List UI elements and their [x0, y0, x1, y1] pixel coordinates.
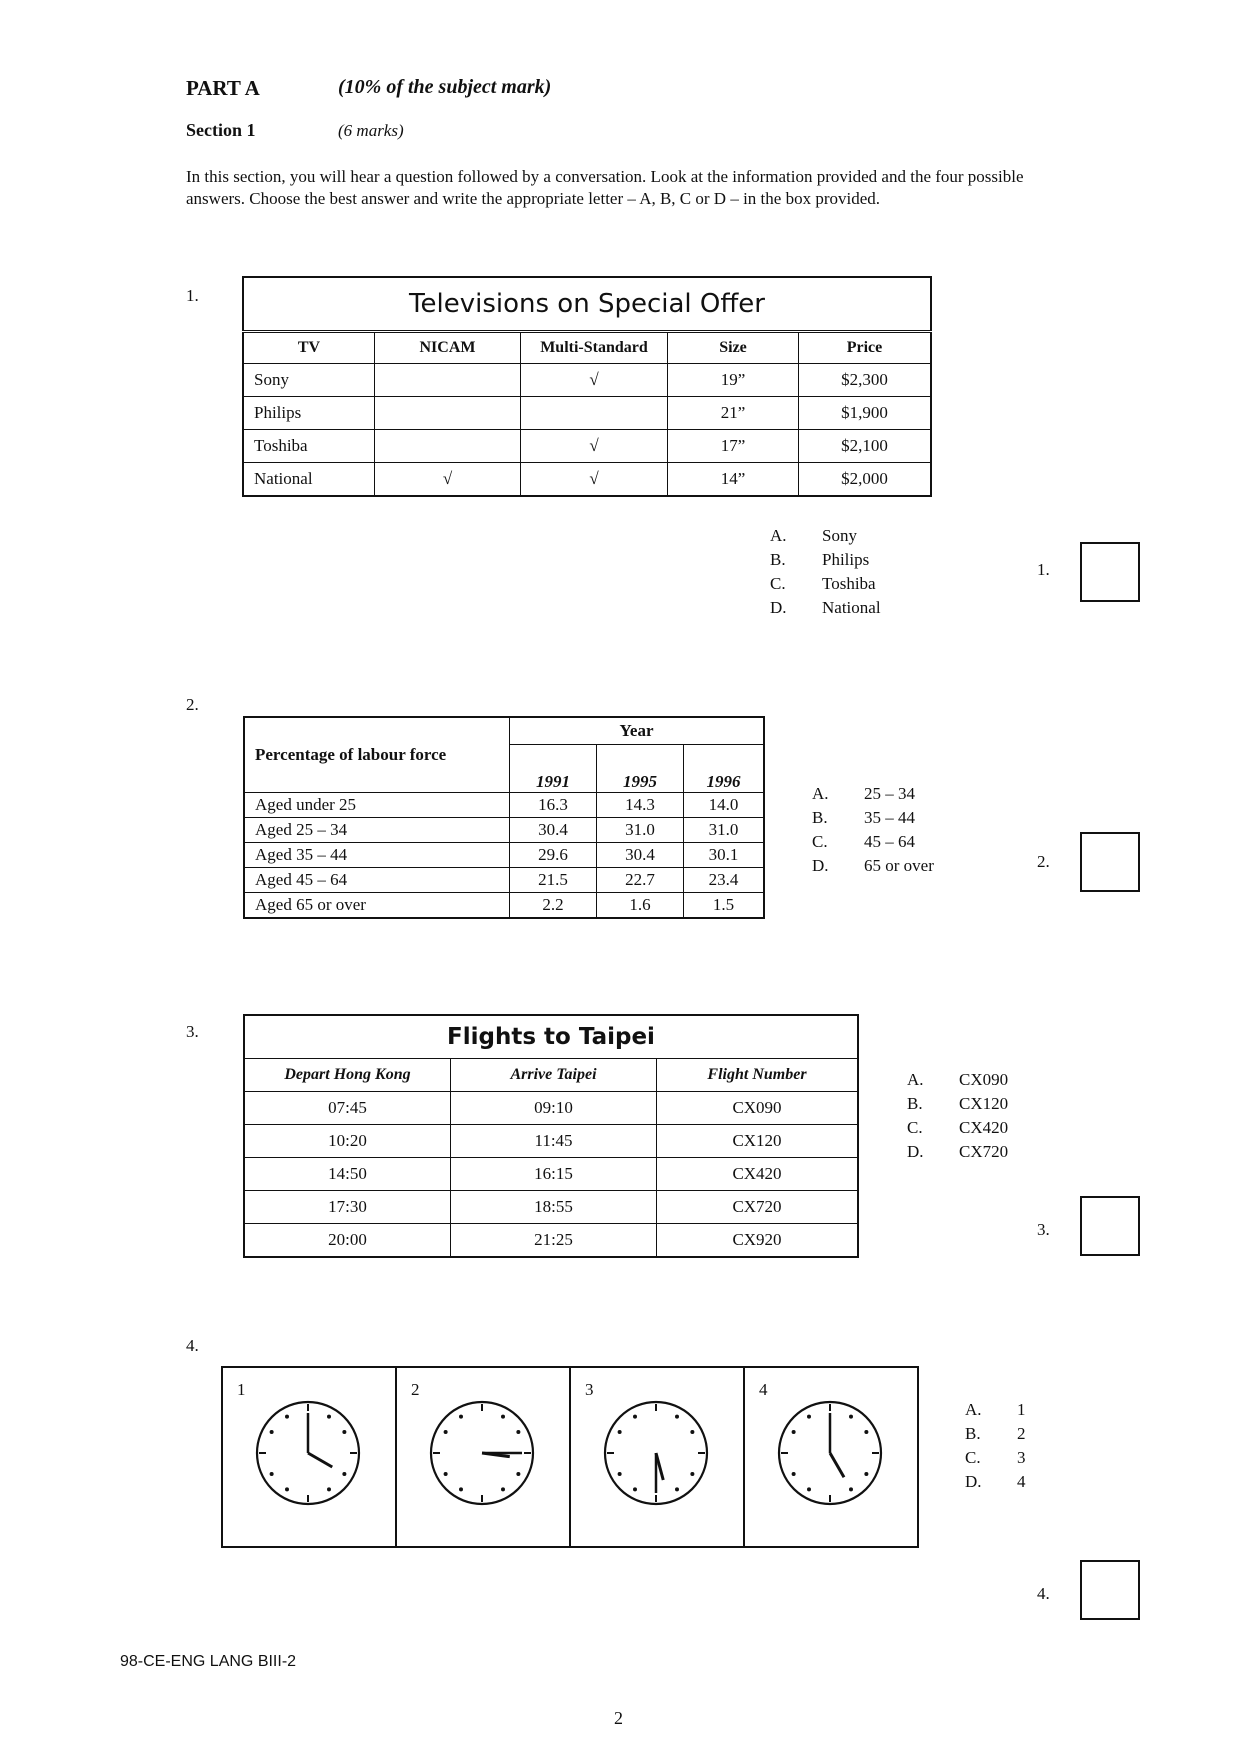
- option-text: 4: [1017, 1472, 1026, 1491]
- lf-cell: 31.0: [684, 818, 765, 843]
- clock-label: 3: [585, 1380, 594, 1399]
- lf-cell: 14.3: [597, 793, 684, 818]
- clock-tick: [516, 1430, 520, 1434]
- flight-cell: 10:20: [244, 1125, 451, 1158]
- option-letter: D.: [770, 598, 787, 617]
- tv-col-header: NICAM: [375, 332, 521, 364]
- option-text: CX120: [959, 1094, 1009, 1113]
- lf-cell: 1.6: [597, 893, 684, 919]
- option-letter: A.: [965, 1400, 982, 1419]
- option-text: CX720: [959, 1142, 1009, 1161]
- option-c: [812, 830, 934, 854]
- flight-cell: 09:10: [451, 1092, 657, 1125]
- clock-tick: [807, 1487, 811, 1491]
- clock-face-icon: [427, 1398, 537, 1508]
- clock-tick: [327, 1487, 331, 1491]
- clock-tick: [285, 1415, 289, 1419]
- tv-cell: $2,000: [799, 463, 932, 497]
- flight-col-header: Arrive Taipei: [451, 1059, 657, 1092]
- flight-cell: CX090: [657, 1092, 859, 1125]
- option-text: 45 – 64: [864, 832, 915, 851]
- q2-options: [812, 782, 934, 878]
- option-text: 35 – 44: [864, 808, 915, 827]
- tv-col-header: Size: [668, 332, 799, 364]
- clock-tick: [864, 1430, 868, 1434]
- option-text: 1: [1017, 1400, 1026, 1419]
- paper-code: 98-CE-ENG LANG BIII-2: [120, 1653, 297, 1670]
- option-text: National: [822, 598, 881, 617]
- q3-options: [907, 1068, 1008, 1164]
- flight-cell: 14:50: [244, 1158, 451, 1191]
- flight-col-header: Flight Number: [657, 1059, 859, 1092]
- labour-force-table: [243, 716, 765, 919]
- clock-tick: [501, 1415, 505, 1419]
- clock-cell: [397, 1368, 571, 1546]
- tv-cell: √: [521, 430, 668, 463]
- flight-cell: CX720: [657, 1191, 859, 1224]
- table-row: [244, 843, 764, 868]
- clock-tick: [516, 1472, 520, 1476]
- option-letter: C.: [965, 1448, 981, 1467]
- option-a: [907, 1068, 1008, 1092]
- clock-tick: [792, 1472, 796, 1476]
- answer-box-3[interactable]: [1080, 1196, 1140, 1256]
- answer-label-1: 1.: [1037, 560, 1050, 579]
- flight-cell: 20:00: [244, 1224, 451, 1258]
- clock-face-icon: [601, 1398, 711, 1508]
- tv-cell: [375, 397, 521, 430]
- lf-cell: Aged 25 – 34: [244, 818, 510, 843]
- clock-tick: [459, 1415, 463, 1419]
- table-row: [244, 818, 764, 843]
- answer-box-2[interactable]: [1080, 832, 1140, 892]
- option-d: [812, 854, 934, 878]
- lf-cell: Aged 35 – 44: [244, 843, 510, 868]
- option-text: Sony: [822, 526, 857, 545]
- tv-cell: 21”: [668, 397, 799, 430]
- option-a: [770, 524, 881, 548]
- option-a: [965, 1398, 1026, 1422]
- tv-table-title: Televisions on Special Offer: [243, 277, 931, 332]
- option-letter: B.: [965, 1424, 981, 1443]
- flight-cell: 17:30: [244, 1191, 451, 1224]
- tv-offer-table: [242, 276, 932, 497]
- clock-tick: [807, 1415, 811, 1419]
- option-c: [770, 572, 881, 596]
- option-letter: B.: [907, 1094, 923, 1113]
- flight-cell: 11:45: [451, 1125, 657, 1158]
- clock-tick: [618, 1430, 622, 1434]
- page-number: 2: [614, 1708, 623, 1728]
- table-row: [243, 463, 931, 497]
- lf-cell: 29.6: [510, 843, 597, 868]
- clock-tick: [444, 1430, 448, 1434]
- table-row: [244, 1158, 858, 1191]
- option-d: [770, 596, 881, 620]
- part-title: PART A: [186, 76, 260, 100]
- lf-cell: Aged 45 – 64: [244, 868, 510, 893]
- flight-cell: 21:25: [451, 1224, 657, 1258]
- tv-cell: [521, 397, 668, 430]
- labour-row-header: Percentage of labour force: [244, 717, 510, 793]
- option-a: [812, 782, 934, 806]
- hour-hand: [308, 1453, 332, 1467]
- clock-cell: [571, 1368, 745, 1546]
- clock-tick: [849, 1415, 853, 1419]
- answer-box-1[interactable]: [1080, 542, 1140, 602]
- lf-cell: 1.5: [684, 893, 765, 919]
- tv-cell: [375, 364, 521, 397]
- question-number-4: 4.: [186, 1336, 199, 1355]
- clock-tick: [675, 1415, 679, 1419]
- clock-tick: [501, 1487, 505, 1491]
- tv-cell: 17”: [668, 430, 799, 463]
- option-text: 25 – 34: [864, 784, 915, 803]
- lf-cell: 30.4: [597, 843, 684, 868]
- option-c: [907, 1116, 1008, 1140]
- table-row: [243, 397, 931, 430]
- lf-cell: 21.5: [510, 868, 597, 893]
- table-row: [244, 1092, 858, 1125]
- tv-cell: √: [521, 463, 668, 497]
- flights-table: [243, 1014, 859, 1258]
- table-row: [243, 364, 931, 397]
- question-number-1: 1.: [186, 286, 199, 305]
- option-letter: A.: [812, 784, 829, 803]
- tv-cell: Sony: [243, 364, 375, 397]
- tv-cell: $2,100: [799, 430, 932, 463]
- flight-cell: 07:45: [244, 1092, 451, 1125]
- option-letter: C.: [770, 574, 786, 593]
- option-text: 3: [1017, 1448, 1026, 1467]
- answer-label-3: 3.: [1037, 1220, 1050, 1239]
- option-text: Toshiba: [822, 574, 876, 593]
- option-letter: D.: [907, 1142, 924, 1161]
- tv-cell: √: [375, 463, 521, 497]
- clock-tick: [690, 1430, 694, 1434]
- clock-tick: [342, 1430, 346, 1434]
- clock-label: 1: [237, 1380, 246, 1399]
- clock-tick: [285, 1487, 289, 1491]
- section-marks-note: (6 marks): [338, 121, 404, 140]
- clock-tick: [690, 1472, 694, 1476]
- option-letter: B.: [812, 808, 828, 827]
- tv-cell: 14”: [668, 463, 799, 497]
- option-c: [965, 1446, 1026, 1470]
- clock-tick: [849, 1487, 853, 1491]
- year-group-header: Year: [510, 717, 765, 745]
- tv-cell: $2,300: [799, 364, 932, 397]
- option-letter: D.: [812, 856, 829, 875]
- option-text: CX090: [959, 1070, 1009, 1089]
- table-row: [244, 1125, 858, 1158]
- answer-label-4: 4.: [1037, 1584, 1050, 1603]
- tv-col-header: Price: [799, 332, 932, 364]
- q4-options: [965, 1398, 1026, 1494]
- lf-cell: 31.0: [597, 818, 684, 843]
- flight-cell: CX120: [657, 1125, 859, 1158]
- clock-tick: [618, 1472, 622, 1476]
- flight-cell: 16:15: [451, 1158, 657, 1191]
- tv-cell: [375, 430, 521, 463]
- option-letter: B.: [770, 550, 786, 569]
- option-letter: D.: [965, 1472, 982, 1491]
- year-header: 1996: [684, 745, 765, 793]
- clock-tick: [633, 1415, 637, 1419]
- option-text: 2: [1017, 1424, 1026, 1443]
- flight-col-header: Depart Hong Kong: [244, 1059, 451, 1092]
- year-header: 1995: [597, 745, 684, 793]
- tv-cell: Philips: [243, 397, 375, 430]
- clock-tick: [444, 1472, 448, 1476]
- clock-face-icon: [775, 1398, 885, 1508]
- year-header: 1991: [510, 745, 597, 793]
- lf-cell: 23.4: [684, 868, 765, 893]
- lf-cell: 30.4: [510, 818, 597, 843]
- tv-cell: National: [243, 463, 375, 497]
- question-number-2: 2.: [186, 695, 199, 714]
- table-row: [243, 430, 931, 463]
- flight-cell: 18:55: [451, 1191, 657, 1224]
- tv-cell: √: [521, 364, 668, 397]
- tv-cell: 19”: [668, 364, 799, 397]
- lf-cell: 14.0: [684, 793, 765, 818]
- table-row: [244, 1191, 858, 1224]
- lf-cell: 16.3: [510, 793, 597, 818]
- question-number-3: 3.: [186, 1022, 199, 1041]
- lf-cell: 22.7: [597, 868, 684, 893]
- tv-cell: Toshiba: [243, 430, 375, 463]
- table-row: [244, 893, 764, 919]
- clock-panel: [221, 1366, 919, 1548]
- clock-label: 4: [759, 1380, 768, 1399]
- table-row: [244, 868, 764, 893]
- clock-label: 2: [411, 1380, 420, 1399]
- tv-col-header: TV: [243, 332, 375, 364]
- table-row: [244, 793, 764, 818]
- tv-cell: $1,900: [799, 397, 932, 430]
- option-text: 65 or over: [864, 856, 934, 875]
- lf-cell: 2.2: [510, 893, 597, 919]
- option-text: CX420: [959, 1118, 1009, 1137]
- answer-box-4[interactable]: [1080, 1560, 1140, 1620]
- option-b: [907, 1092, 1008, 1116]
- option-letter: C.: [907, 1118, 923, 1137]
- option-b: [770, 548, 881, 572]
- clock-face-icon: [253, 1398, 363, 1508]
- clock-cell: [223, 1368, 397, 1546]
- option-letter: A.: [907, 1070, 924, 1089]
- lf-cell: Aged under 25: [244, 793, 510, 818]
- flights-table-title: Flights to Taipei: [244, 1015, 858, 1059]
- lf-cell: Aged 65 or over: [244, 893, 510, 919]
- table-row: [244, 1224, 858, 1258]
- option-d: [965, 1470, 1026, 1494]
- clock-tick: [342, 1472, 346, 1476]
- clock-tick: [270, 1430, 274, 1434]
- flight-cell: CX920: [657, 1224, 859, 1258]
- option-letter: C.: [812, 832, 828, 851]
- option-d: [907, 1140, 1008, 1164]
- clock-tick: [633, 1487, 637, 1491]
- section-title: Section 1: [186, 120, 256, 140]
- clock-tick: [864, 1472, 868, 1476]
- q1-options: [770, 524, 881, 620]
- instructions: In this section, you will hear a question followed by a conversation. Look at the information provided and the four possible answers. Choose the best answer and write the appropriate letter – A, B, C or D – in the box provided.: [186, 167, 1024, 208]
- option-letter: A.: [770, 526, 787, 545]
- clock-tick: [792, 1430, 796, 1434]
- answer-label-2: 2.: [1037, 852, 1050, 871]
- hour-hand: [830, 1453, 844, 1477]
- option-b: [965, 1422, 1026, 1446]
- clock-cell: [745, 1368, 917, 1546]
- option-text: Philips: [822, 550, 870, 569]
- clock-tick: [675, 1487, 679, 1491]
- clock-tick: [270, 1472, 274, 1476]
- clock-tick: [327, 1415, 331, 1419]
- part-weight-note: (10% of the subject mark): [338, 76, 552, 98]
- tv-col-header: Multi-Standard: [521, 332, 668, 364]
- clock-tick: [459, 1487, 463, 1491]
- flight-cell: CX420: [657, 1158, 859, 1191]
- lf-cell: 30.1: [684, 843, 765, 868]
- option-b: [812, 806, 934, 830]
